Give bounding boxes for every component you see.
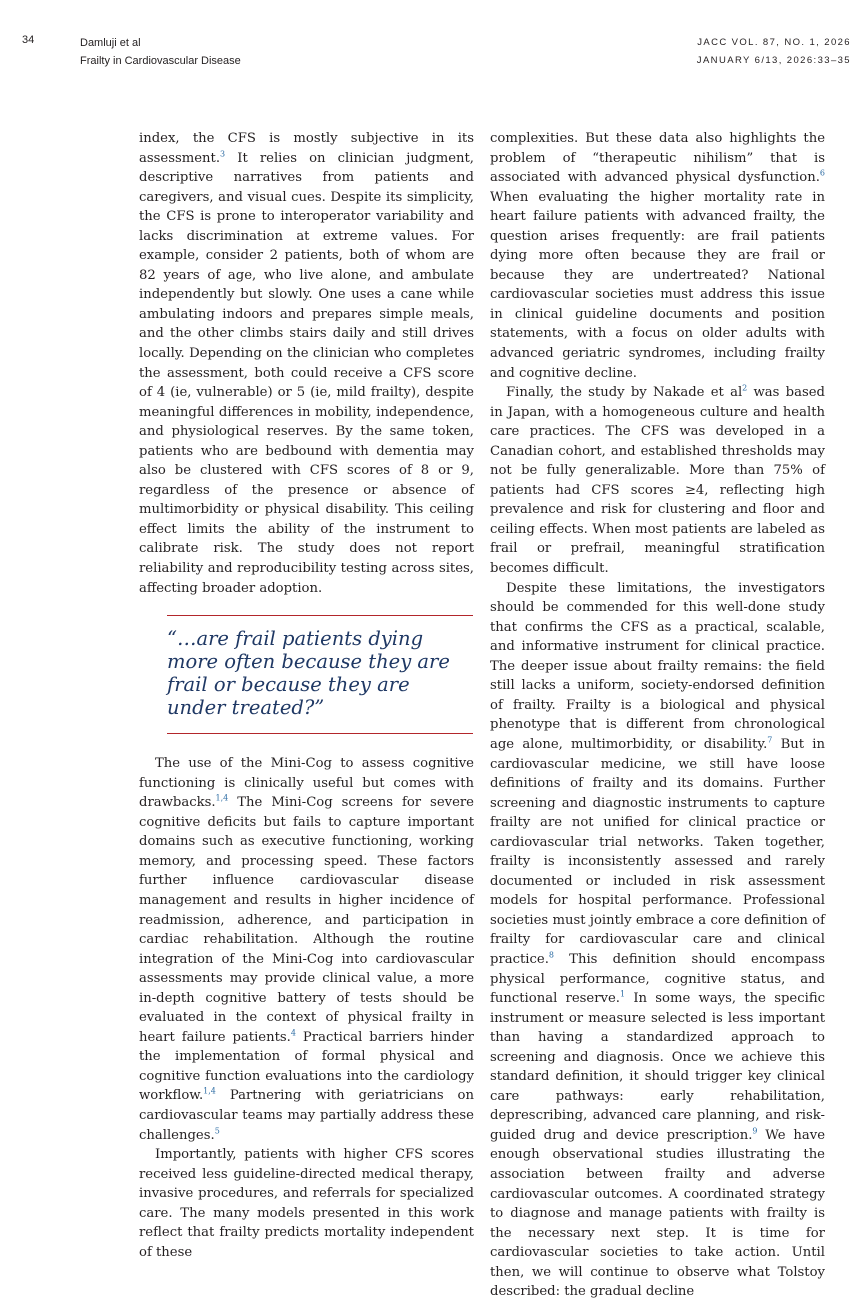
running-author-title bbox=[80, 34, 241, 70]
journal-date-pages: JANUARY 6/13, 2026:33–35 bbox=[696, 55, 851, 66]
pull-quote-text: “…are frail patients dying more often because they are frail or because they are under treated?” bbox=[167, 627, 450, 720]
running-header bbox=[0, 0, 867, 80]
journal-citation bbox=[697, 34, 851, 70]
paragraph: Finally, the study by Nakade et $al^2$ was based in Japan, with a homogeneous culture and health care practices. The CFS was developed in a Canadian cohort, and established thresholds may not be fully generalizable. More than 75% of patients had CFS scores ≥4, reflecting high prevalence and risk for clustering and floor and ceiling effects. When most patients are labeled as frail or prefrail, meaningful stratification becomes difficult. bbox=[490, 383, 825, 577]
paragraph: Despite these limitations, the investigators should be commended for this well-done study that confirms the CFS as a practical, scalable, and informative instrument for clinical practice. The deeper issue about frailty remains: the field still lacks a uniform, society-endorsed definition of frailty. Frailty is a biological and physical phenotype that is different from chronological age alone, multimorbidity, or disability.$^7$ But in cardiovascular medicine, we still have loose definitions of frailty and its domains. Further screening and diagnostic instruments to capture frailty are not unified for clinical practice or cardiovascular trial networks. Taken together, frailty is inconsistently assessed and rarely documented or included in risk assessment models for hospital performance. Professional societies must jointly embrace a core definition of frailty for cardiovascular care and clinical practice.$^8$ This definition should encompass physical performance, cognitive status, and functional reserve.$^1$ In some ways, the specific instrument or measure selected is less important than having a standardized approach to screening and diagnosis. Once we achieve this standard definition, it should trigger key clinical care pathways: early rehabilitation, deprescribing, advanced care planning, and risk-guided drug and device prescription.$^9$ We have enough observational studies illustrating the association between frailty and adverse cardiovascular outcomes. A coordinated strategy to diagnose and manage patients with frailty is the necessary next step. It is time for cardiovascular societies to take action. Until then, we will continue to observe what Tolstoy described: the gradual decline bbox=[490, 580, 826, 1300]
reference-link[interactable]: 5 bbox=[214, 1126, 220, 1136]
reference-link[interactable]: 9 bbox=[752, 1126, 758, 1136]
paragraph: The use of the Mini-Cog to assess cognitive functioning is clinically useful but comes with drawbacks.$^{1,4}$ The Mini-Cog screens for severe cognitive deficits but fails to capture important domains such as executive functioning, working memory, and processing speed. These factors further influence cardiovascular disease management and results in higher incidence of readmission, adherence, and participation in cardiac rehabilitation. Although the routine integration of the Mini-Cog into cardiovascular assessments may provide clinical value, a more in-depth cognitive battery of tests should be evaluated in the context of physical frailty in heart failure patients.$^4$ Practical barriers hinder the implementation of formal physical and cognitive function evaluations into the cardiology workflow.$^{1,4}$ Partnering with geriatricians on cardiovascular teams may partially address these challenges.$^5$ bbox=[139, 756, 474, 1143]
right-column bbox=[490, 129, 825, 1302]
page-number: 34 bbox=[22, 34, 35, 46]
left-column bbox=[139, 129, 474, 1262]
reference-link[interactable]: 2 bbox=[742, 383, 748, 393]
reference-link[interactable]: 7 bbox=[767, 735, 773, 745]
reference-link[interactable]: 1,4 bbox=[215, 793, 229, 803]
short-title: Frailty in Cardiovascular Disease bbox=[80, 55, 241, 67]
paragraph: complexities. But these data also highlights the problem of “therapeutic nihilism” that is associated with advanced physical dysfunction.$^6$ When evaluating the higher mortality rate in heart failure patients with advanced frailty, the question arises frequently: are frail patients dying more often because they are frail or because they are undertreated? National cardiovascular societies must address this issue in clinical guideline documents and position statements, with a focus on older adults with advanced geriatric syndromes, including frailty and cognitive decline. bbox=[490, 131, 825, 381]
reference-link[interactable]: 1,4 bbox=[203, 1087, 216, 1097]
paragraph: Importantly, patients with higher CFS scores received less guideline-directed medical therapy, invasive procedures, and referrals for specialized care. The many models presented in this work reflect that frailty predicts mortality independent of these bbox=[139, 1147, 474, 1260]
authors: Damluji et al bbox=[80, 37, 141, 49]
journal-volume: JACC VOL. 87, NO. 1, 2026 bbox=[697, 37, 851, 48]
pull-quote bbox=[167, 615, 473, 734]
reference-link[interactable]: 6 bbox=[819, 168, 825, 178]
reference-link[interactable]: 8 bbox=[548, 950, 554, 960]
reference-link[interactable]: 1 bbox=[619, 989, 626, 999]
paragraph: index, the CFS is mostly subjective in its assessment.$^3$ It relies on clinician judgment, descriptive narratives from patients and caregivers, and visual cues. Despite its simplicity, the CFS is prone to interoperator variability and lacks discrimination at extreme values. For example, consider 2 patients, both of whom are 82 years of age, who live alone, and ambulate independently but slowly. One uses a cane while ambulating indoors and prepares simple meals, and the other climbs stairs daily and still drives locally. Depending on the clinician who completes the assessment, both could receive a CFS score of 4 (ie, vulnerable) or 5 (ie, mild frailty), despite meaningful differences in mobility, independence, and physiological reserves. By the same token, patients who are bedbound with dementia may also be clustered with CFS scores of 8 or 9, regardless of the presence or absence of multimorbidity or physical disability. This ceiling effect limits the ability of the instrument to calibrate risk. The study does not report reliability and reproducibility testing across sites, affecting broader adoption. bbox=[139, 131, 474, 596]
reference-link[interactable]: 4 bbox=[290, 1028, 296, 1038]
reference-link[interactable]: 3 bbox=[220, 149, 226, 159]
